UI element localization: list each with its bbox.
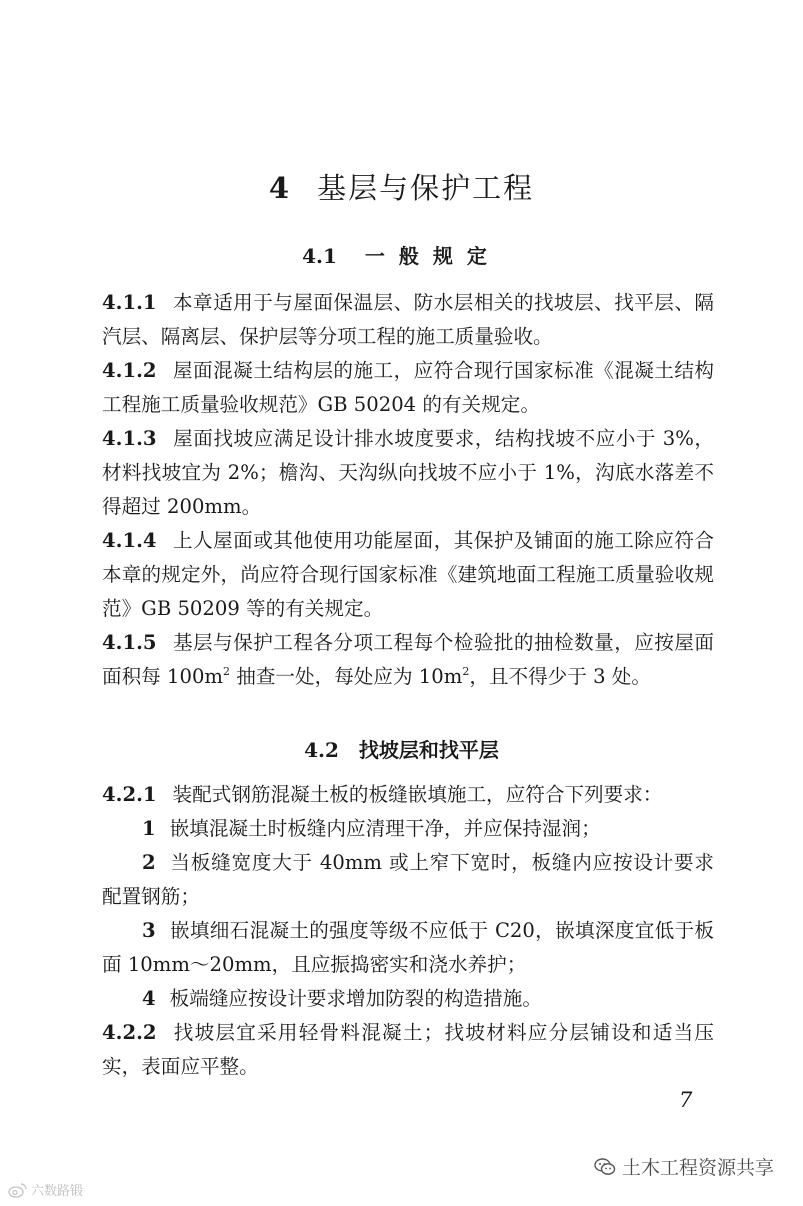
superscript: 2 (462, 665, 470, 678)
clause-4-2-1 (102, 778, 714, 812)
clause-number: 4.1.2 (102, 359, 157, 382)
watermark-account (594, 1153, 774, 1180)
section-title: 找坡层和找平层 (358, 738, 499, 762)
clause-4-1-5 (102, 626, 714, 694)
superscript: 2 (223, 665, 230, 678)
section-4-1-body (102, 286, 714, 694)
item-text: 嵌填细石混凝土的强度等级不应低于 C20，嵌填深度宜低于板面 10mm～20mm，且应振捣密实和浇水养护； (102, 919, 714, 976)
item-text: 嵌填混凝土时板缝内应清理干净，并应保持湿润； (169, 817, 601, 840)
item-text: 当板缝宽度大于 40mm 或上窄下宽时，板缝内应按设计要求配置钢筋； (102, 851, 714, 908)
clause-text: 上人屋面或其他使用功能屋面，其保护及铺面的施工除应符合本章的规定外，尚应符合现行国家标准《建筑地面工程施工质量验收规范》GB 50209 等的有关规定。 (102, 529, 714, 620)
clause-number: 4.2.2 (102, 1021, 157, 1044)
item-number: 1 (142, 817, 156, 840)
clause-text: 装配式钢筋混凝土板的板缝嵌填施工，应符合下列要求： (172, 783, 663, 806)
clause-number: 4.1.5 (102, 631, 157, 654)
watermark-text: 六数路锻 (31, 1184, 84, 1199)
section-number: 4.2 (304, 738, 339, 762)
section-title: 一般规定 (364, 244, 501, 268)
clause-text-a: 基层与保护工程各分项工程每个检验批的抽检数量，应按屋面面积每 100m (102, 631, 714, 688)
section-4-2-body (102, 778, 714, 1084)
clause-number: 4.2.1 (102, 783, 157, 806)
chapter-heading (0, 166, 803, 207)
clause-text: 屋面找坡应满足设计排水坡度要求，结构找坡不应小于 3%，材料找坡宜为 2%；檐沟、天沟纵向找坡不应小于 1%，沟底水落差不得超过 200mm。 (102, 427, 714, 518)
wechat-icon (594, 1157, 616, 1177)
list-item (102, 914, 714, 982)
watermark-text: 土木工程资源共享 (622, 1157, 775, 1179)
page-number: 7 (679, 1088, 693, 1112)
section-heading-4-1 (0, 240, 803, 269)
watermark-source (8, 1180, 83, 1199)
chapter-title: 基层与保护工程 (317, 171, 535, 205)
clause-4-1-3 (102, 422, 714, 524)
clause-4-1-4 (102, 524, 714, 626)
list-item (102, 982, 714, 1016)
chapter-number: 4 (268, 171, 292, 205)
clause-4-2-2 (102, 1016, 714, 1084)
clause-number: 4.1.3 (102, 427, 157, 450)
item-number: 3 (142, 919, 156, 942)
clause-number: 4.1.1 (102, 291, 157, 314)
list-item (102, 812, 714, 846)
clause-4-1-1 (102, 286, 714, 354)
section-heading-4-2 (0, 734, 803, 763)
clause-text-b: 抽查一处，每处应为 10m (230, 665, 463, 688)
item-text: 板端缝应按设计要求增加防裂的构造措施。 (169, 987, 542, 1010)
clause-text-c: ，且不得少于 3 处。 (469, 665, 651, 688)
clause-text: 本章适用于与屋面保温层、防水层相关的找坡层、找平层、隔汽层、隔离层、保护层等分项工程的施工质量验收。 (102, 291, 714, 348)
clause-number: 4.1.4 (102, 529, 157, 552)
weibo-icon (8, 1182, 28, 1198)
clause-4-1-2 (102, 354, 714, 422)
item-number: 4 (142, 987, 156, 1010)
item-number: 2 (142, 851, 156, 874)
list-item (102, 846, 714, 914)
clause-text: 找坡层宜采用轻骨料混凝土；找坡材料应分层铺设和适当压实，表面应平整。 (102, 1021, 714, 1078)
section-number: 4.1 (302, 244, 337, 268)
clause-text: 屋面混凝土结构层的施工，应符合现行国家标准《混凝土结构工程施工质量验收规范》GB 50204 的有关规定。 (102, 359, 714, 416)
